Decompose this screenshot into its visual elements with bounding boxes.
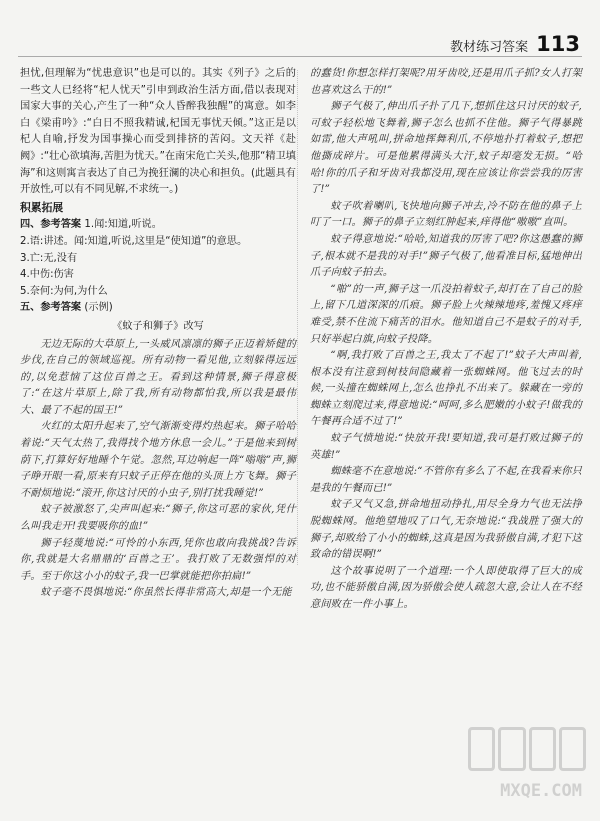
story-paragraph: 狮子气极了,伸出爪子扑了几下,想抓住这只讨厌的蚊子,可蚊子轻松地飞舞着,狮子怎么也抓不住他。狮子气得暴跳如雷,他大声吼叫,拼命地挥舞利爪,不停地扑打着蚊子,想把他撕成碎片。可是他累得满头大汗,蚊子却毫发无损。“哈哈!你的爪子和牙齿对我都没用,现在应该让你尝尝我的厉害了!” bbox=[310, 101, 582, 196]
story-paragraph: 蚊子得意地说:“哈哈,知道我的厉害了吧?你这愚蠢的狮子,根本就不是我的对手!”狮子气极了,他看准目标,猛地伸出爪子向蚊子拍去。 bbox=[310, 233, 582, 279]
story-paragraph: 蜘蛛毫不在意地说:“不管你有多么了不起,在我看来你只是我的午餐而已!” bbox=[310, 466, 582, 494]
answer-text: 5.奈何:为何,为什么 bbox=[20, 285, 108, 297]
answer-line bbox=[20, 251, 296, 268]
story-paragraph: 狮子轻蔑地说:“可怜的小东西,凭你也敢向我挑战?告诉你,我就是大名鼎鼎的‘百兽之王’。我打败了无数强悍的对手。至于你这小小的蚊子,我一巴掌就能把你拍扁!” bbox=[20, 537, 296, 582]
story-paragraph: 蚊子气愤地说:“快放开我!要知道,我可是打败过狮子的英雄!” bbox=[310, 433, 582, 461]
story-paragraph: 蚊子吹着喇叭,飞快地向狮子冲去,冷不防在他的鼻子上叮了一口。狮子的鼻子立刻红肿起来,痒得他“嗷嗷”直叫。 bbox=[310, 200, 582, 229]
section-title: 教材练习答案 bbox=[450, 40, 529, 55]
left-column bbox=[20, 66, 296, 602]
story-paragraph: 无边无际的大草原上,一头威风凛凛的狮子正迈着矫健的步伐,在自己的领域巡视。所有动物一看见他,立刻躲得远远的,以免惹恼了这位百兽之王。看到这种情景,狮子得意极了:“在这片草原上,除了我,所有动物都怕我,所以我是最伟大、最了不起的国王!” bbox=[20, 338, 296, 416]
page-number: 113 bbox=[536, 32, 580, 56]
answer-text: (示例) bbox=[84, 302, 113, 314]
story-paragraph: 蚊子毫不畏惧地说:“你虽然长得非常高大,却是一个无能 bbox=[40, 587, 292, 599]
extension-heading: 积累拓展 bbox=[20, 200, 64, 214]
story-paragraph: 蚊子又气又急,拼命地扭动挣扎,用尽全身力气也无法挣脱蜘蛛网。他绝望地叹了口气,无奈地说:“我战胜了强大的狮子,却败给了小小的蜘蛛,这真是因为我骄傲自满,才犯下这致命的错误啊!” bbox=[310, 499, 582, 561]
answer-line bbox=[20, 234, 296, 251]
answer-text: 2.语:讲述。闻:知道,听说,这里是“使知道”的意思。 bbox=[20, 235, 248, 247]
story-title: 《蚊子和狮子》改写 bbox=[112, 320, 204, 332]
watermark-text: MXQE.COM bbox=[500, 781, 582, 801]
story-paragraph: 火红的太阳升起来了,空气渐渐变得灼热起来。狮子哈哈着说:“天气太热了,我得找个地方休息一会儿。”于是他来到树荫下,打算好好地睡个午觉。忽然,耳边响起一阵“嗡嗡”声,狮子睁开眼一看,原来有只蚊子正停在他的头顶上方飞舞。狮子不耐烦地说:“滚开,你这讨厌的小虫子,别打扰我睡觉!” bbox=[20, 421, 296, 499]
story-paragraph: 的蠢货!你想怎样打架呢?用牙齿咬,还是用爪子抓?女人打架也喜欢这么干的!” bbox=[310, 68, 582, 96]
story-paragraph: “啪”的一声,狮子这一爪没拍着蚊子,却打在了自己的脸上,留下几道深深的爪痕。狮子脸上火辣辣地疼,羞愧又疼痒难受,禁不住流下痛苦的泪水。他知道自己不是蚊子的对手,只好举起白旗,向蚊子投降。 bbox=[310, 283, 582, 345]
right-column bbox=[310, 66, 582, 614]
answer-line bbox=[20, 300, 296, 317]
answer-line bbox=[20, 217, 296, 234]
answer-label: 五、参考答案 bbox=[20, 302, 82, 314]
answer-text: 1.闻:知道,听说。 bbox=[84, 219, 162, 231]
answer-line bbox=[20, 267, 296, 284]
story-paragraph: “啊,我打败了百兽之王,我太了不起了!”蚊子大声叫着,根本没有注意到树枝间隐藏着一张蜘蛛网。他飞过去的时候,一头撞在蜘蛛网上,怎么也挣扎不出来了。躲藏在一旁的蜘蛛立刻爬过来,得意地说:“呵呵,多么肥嫩的小蚊子!做我的午餐再合适不过了!” bbox=[310, 350, 582, 428]
column-divider bbox=[297, 70, 298, 565]
answer-label: 四、参考答案 bbox=[20, 219, 82, 231]
watermark-logo bbox=[468, 727, 586, 807]
watermark-mark bbox=[468, 727, 586, 771]
page-header bbox=[450, 32, 580, 56]
story-paragraph: 蚊子被激怒了,尖声叫起来:“狮子,你这可恶的家伙,凭什么叫我走开!我要吸你的血!” bbox=[20, 504, 296, 533]
answer-text: 4.中伤:伤害 bbox=[20, 269, 74, 281]
story-paragraph: 这个故事说明了一个道理:一个人即使取得了巨大的成功,也不能骄傲自满,因为骄傲会使人疏忽大意,会让人在不经意间败在一件小事上。 bbox=[310, 565, 582, 610]
answer-text: 3.亡:无,没有 bbox=[20, 252, 78, 264]
header-rule bbox=[18, 56, 582, 57]
intro-paragraph: 担忧,但理解为“忧患意识”也是可以的。其实《列子》之后的一些文人已经将“杞人忧天”引申到政治生活方面,借以表现对国家大事的关心,产生了一种“众人昏醉我独醒”的寓意。如李白《梁甫吟》:“白日不照我精诚,杞国无事忧天倾。”这正是以杞人自喻,抒发为国事操心而受到排挤的苦闷。文天祥《赴阙》:“壮心欲填海,苦胆为忧天。”在南宋危亡关头,他那“精卫填海”和这则寓言表达了自己为挽狂澜的决心和担负。(此题具有开放性,可以有不同见解,不求统一。) bbox=[20, 68, 296, 196]
answer-line bbox=[20, 284, 296, 301]
